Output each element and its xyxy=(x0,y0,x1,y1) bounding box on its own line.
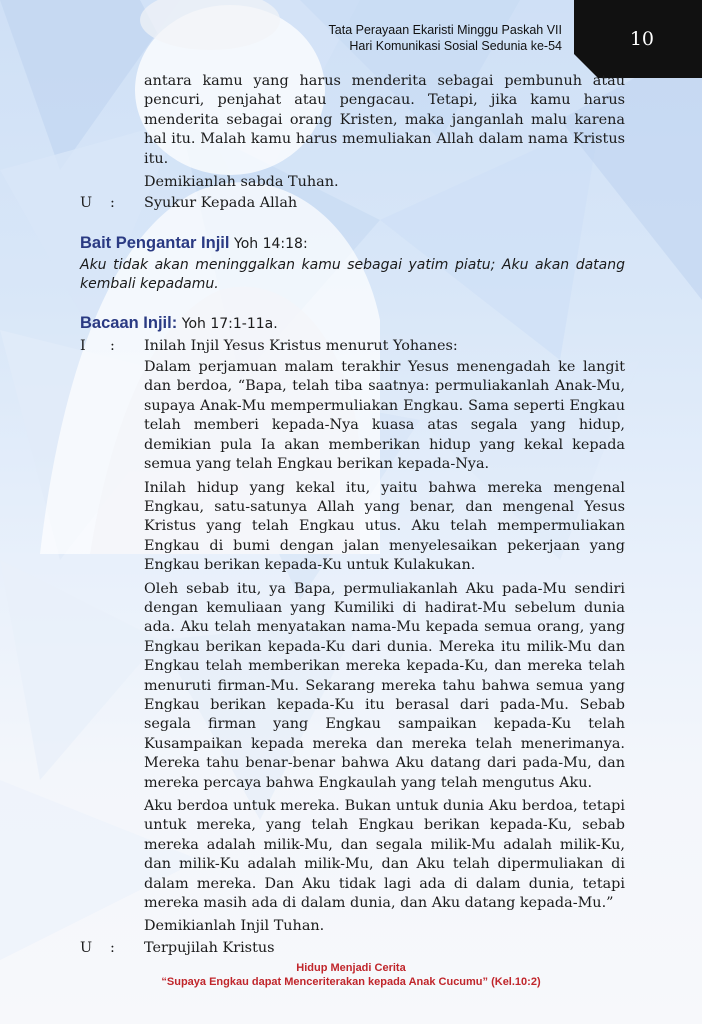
gospel-title: Bacaan Injil: xyxy=(80,314,178,333)
response-row xyxy=(80,194,625,213)
gospel-intro-text: Inilah Injil Yesus Kristus menurut Yohanes: xyxy=(144,337,458,354)
reading-closing: Demikianlah sabda Tuhan. xyxy=(144,174,339,191)
response-separator: : xyxy=(110,195,115,212)
page-number: 10 xyxy=(629,28,654,50)
header-line-2: Hari Komunikasi Sosial Sedunia ke-54 xyxy=(349,39,562,53)
gospel-heading xyxy=(80,314,625,334)
gospel-closing: Demikianlah Injil Tuhan. xyxy=(144,918,325,935)
bait-heading xyxy=(80,234,625,254)
gospel-response-label: U xyxy=(80,939,93,956)
gospel-response-separator: : xyxy=(110,939,115,956)
gospel-reference: Yoh 17:1-11a. xyxy=(181,316,278,333)
gospel-intro-separator: : xyxy=(110,337,115,354)
gospel-paragraph-3: Oleh sebab itu, ya Bapa, permuliakanlah Aku pada-Mu sendiri dengan kemuliaan yang Kumiliki di hadirat-Mu sebelum dunia ada. Aku telah menyatakan nama-Mu kepada semua orang, yang Engkau berikan kepada-Ku dari dunia. Mereka itu milik-Mu dan Engkau telah memberikan mereka kepada-Ku, dan mereka telah menuruti firman-Mu. Sekarang mereka tahu bahwa semua yang Engkau berikan kepada-Ku itu berasal dari pada-Mu. Sebab segala firman yang Engkau sampaikan kepada-Ku telah Kusampaikan kepada mereka dan mereka telah menerimanya. Mereka tahu benar-benar bahwa Aku datang dari pada-Mu, dan mereka percaya bahwa Engkaulah yang telah mengutus Aku. xyxy=(144,580,625,791)
page-footer xyxy=(0,961,702,989)
reading-paragraph: antara kamu yang harus menderita sebagai pembunuh atau pencuri, penjahat atau pengacau. Tetapi, jika kamu harus menderita sebagai orang Kristen, maka janganlah malu karena hal itu. Malah kamu harus memuliakan Allah dalam nama Kristus itu. xyxy=(144,73,625,167)
gospel-paragraph-4: Aku berdoa untuk mereka. Bukan untuk dunia Aku berdoa, tetapi untuk mereka, yang telah Engkau berikan kepada-Ku, sebab mereka adalah milik-Mu, dan segala milik-Mu adalah milik-Ku, dan milik-Ku adalah milik-Mu, dan Aku telah dipermuliakan di dalam mereka. Dan Aku tidak lagi ada di dalam dunia, tetapi mereka masih ada di dalam dunia, dan Aku datang kepada-Mu.” xyxy=(144,798,625,912)
page-content xyxy=(80,72,625,958)
gospel-intro-row xyxy=(80,337,625,356)
gospel-paragraph-2: Inilah hidup yang kekal itu, yaitu bahwa mereka mengenal Engkau, satu-satunya Allah yang benar, dan mengenal Yesus Kristus yang telah Engkau utus. Aku telah mempermuliakan Engkau di bumi dengan jalan menyelesaikan pekerjaan yang Engkau berikan kepada-Ku untuk Kulakukan. xyxy=(144,479,625,574)
response-label: U xyxy=(80,195,93,212)
gospel-paragraph-1: Dalam perjamuan malam terakhir Yesus menengadah ke langit dan berdoa, “Bapa, telah tiba saatnya: permuliakanlah Anak-Mu, supaya Anak-Mu mempermuliakan Engkau. Sama seperti Engkau telah memberi kepada-Nya kuasa atas segala yang hidup, demikian pula Ia akan memberikan hidup yang kekal kepada semua yang telah Engkau berikan kepada-Nya. xyxy=(144,359,625,473)
gospel-intro-label: I xyxy=(80,337,86,354)
page-header xyxy=(329,22,562,54)
gospel-response-text: Terpujilah Kristus xyxy=(144,939,275,956)
response-text: Syukur Kepada Allah xyxy=(144,195,298,212)
bait-text: Aku tidak akan meninggalkan kamu sebagai yatim piatu; Aku akan datang kembali kepadamu. xyxy=(80,257,625,293)
gospel-response-row xyxy=(80,939,625,958)
footer-line-2: “Supaya Engkau dapat Menceriterakan kepada Anak Cucumu” (Kel.10:2) xyxy=(161,976,541,988)
bait-title: Bait Pengantar Injil xyxy=(80,233,230,252)
header-line-1: Tata Perayaan Ekaristi Minggu Paskah VII xyxy=(328,23,562,37)
bait-reference: Yoh 14:18: xyxy=(234,235,308,252)
footer-line-1: Hidup Menjadi Cerita xyxy=(296,962,406,974)
